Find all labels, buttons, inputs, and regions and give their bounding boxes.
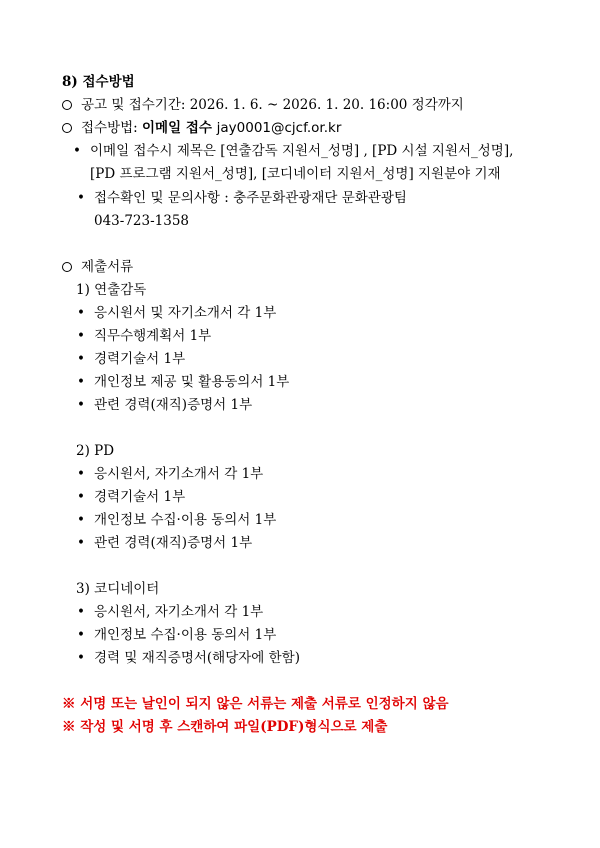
bullet-dot-icon: •	[77, 489, 85, 505]
warning-note: ※ 서명 또는 날인이 되지 않은 서류는 제출 서류로 인정하지 않음	[62, 696, 449, 712]
list-item-text: 관련 경력(재직)증명서 1부	[94, 397, 253, 413]
documents-title: 제출서류	[81, 259, 134, 275]
inquiry-text: 접수확인 및 문의사항 : 충주문화관광재단 문화관광팀	[94, 190, 407, 206]
group-heading: 2) PD	[76, 443, 115, 459]
bullet-dot-icon: •	[77, 512, 85, 528]
bullet-dot-icon: •	[77, 627, 85, 643]
warning-note: ※ 작성 및 서명 후 스캔하여 파일(PDF)형식으로 제출	[62, 719, 388, 735]
list-item-text: 개인정보 수집·이용 동의서 1부	[94, 512, 277, 528]
list-item-text: 직무수행계획서 1부	[94, 328, 212, 344]
section-heading: 8) 접수방법	[62, 74, 135, 90]
group-heading: 1) 연출감독	[76, 282, 147, 298]
method-email-address: jay0001@cjcf.or.kr	[216, 120, 342, 136]
bullet-dot-icon: •	[77, 305, 85, 321]
bullet-dot-icon: •	[73, 143, 81, 159]
list-item-text: 경력기술서 1부	[94, 489, 186, 505]
list-item	[74, 488, 185, 506]
hollow-circle-icon	[62, 100, 72, 110]
list-item-text: 응시원서, 자기소개서 각 1부	[94, 466, 264, 482]
list-item	[74, 511, 276, 529]
list-item	[74, 327, 211, 345]
period-line	[62, 96, 464, 114]
list-item	[74, 534, 252, 552]
list-item-text: 관련 경력(재직)증명서 1부	[94, 535, 253, 551]
hollow-circle-icon	[62, 262, 72, 272]
inquiry-line	[74, 189, 407, 207]
list-item	[74, 649, 300, 667]
list-item	[74, 465, 263, 483]
inquiry-phone: 043-723-1358	[94, 213, 190, 229]
bullet-dot-icon: •	[77, 604, 85, 620]
method-line	[62, 119, 341, 137]
email-subject-line-2: [PD 프로그램 지원서_성명], [코디네이터 지원서_성명] 지원분야 기재	[90, 166, 501, 182]
list-item	[74, 396, 252, 414]
list-item	[74, 350, 185, 368]
documents-title-line	[62, 258, 133, 276]
method-label: 접수방법:	[81, 120, 143, 136]
bullet-dot-icon: •	[77, 374, 85, 390]
bullet-dot-icon: •	[77, 535, 85, 551]
bullet-dot-icon: •	[77, 466, 85, 482]
group-heading: 3) 코디네이터	[76, 581, 160, 597]
list-item-text: 응시원서 및 자기소개서 각 1부	[94, 305, 277, 321]
list-item	[74, 626, 276, 644]
bullet-dot-icon: •	[77, 190, 85, 206]
email-subject-line-1	[70, 142, 513, 160]
list-item	[74, 603, 263, 621]
list-item-text: 개인정보 제공 및 활용동의서 1부	[94, 374, 290, 390]
bullet-dot-icon: •	[77, 397, 85, 413]
hollow-circle-icon	[62, 123, 72, 133]
email-subject-text-1: 이메일 접수시 제목은 [연출감독 지원서_성명] , [PD 시설 지원서_성명],	[90, 143, 514, 159]
period-text: 공고 및 접수기간: 2026. 1. 6. ~ 2026. 1. 20. 16:00 정각까지	[81, 97, 464, 113]
list-item-text: 응시원서, 자기소개서 각 1부	[94, 604, 264, 620]
list-item-text: 경력 및 재직증명서(해당자에 한함)	[94, 650, 300, 666]
list-item	[74, 373, 289, 391]
list-item	[74, 304, 276, 322]
bullet-dot-icon: •	[77, 650, 85, 666]
list-item-text: 개인정보 수집·이용 동의서 1부	[94, 627, 277, 643]
bullet-dot-icon: •	[77, 351, 85, 367]
bullet-dot-icon: •	[77, 328, 85, 344]
list-item-text: 경력기술서 1부	[94, 351, 186, 367]
method-email-label: 이메일 접수	[142, 120, 217, 136]
